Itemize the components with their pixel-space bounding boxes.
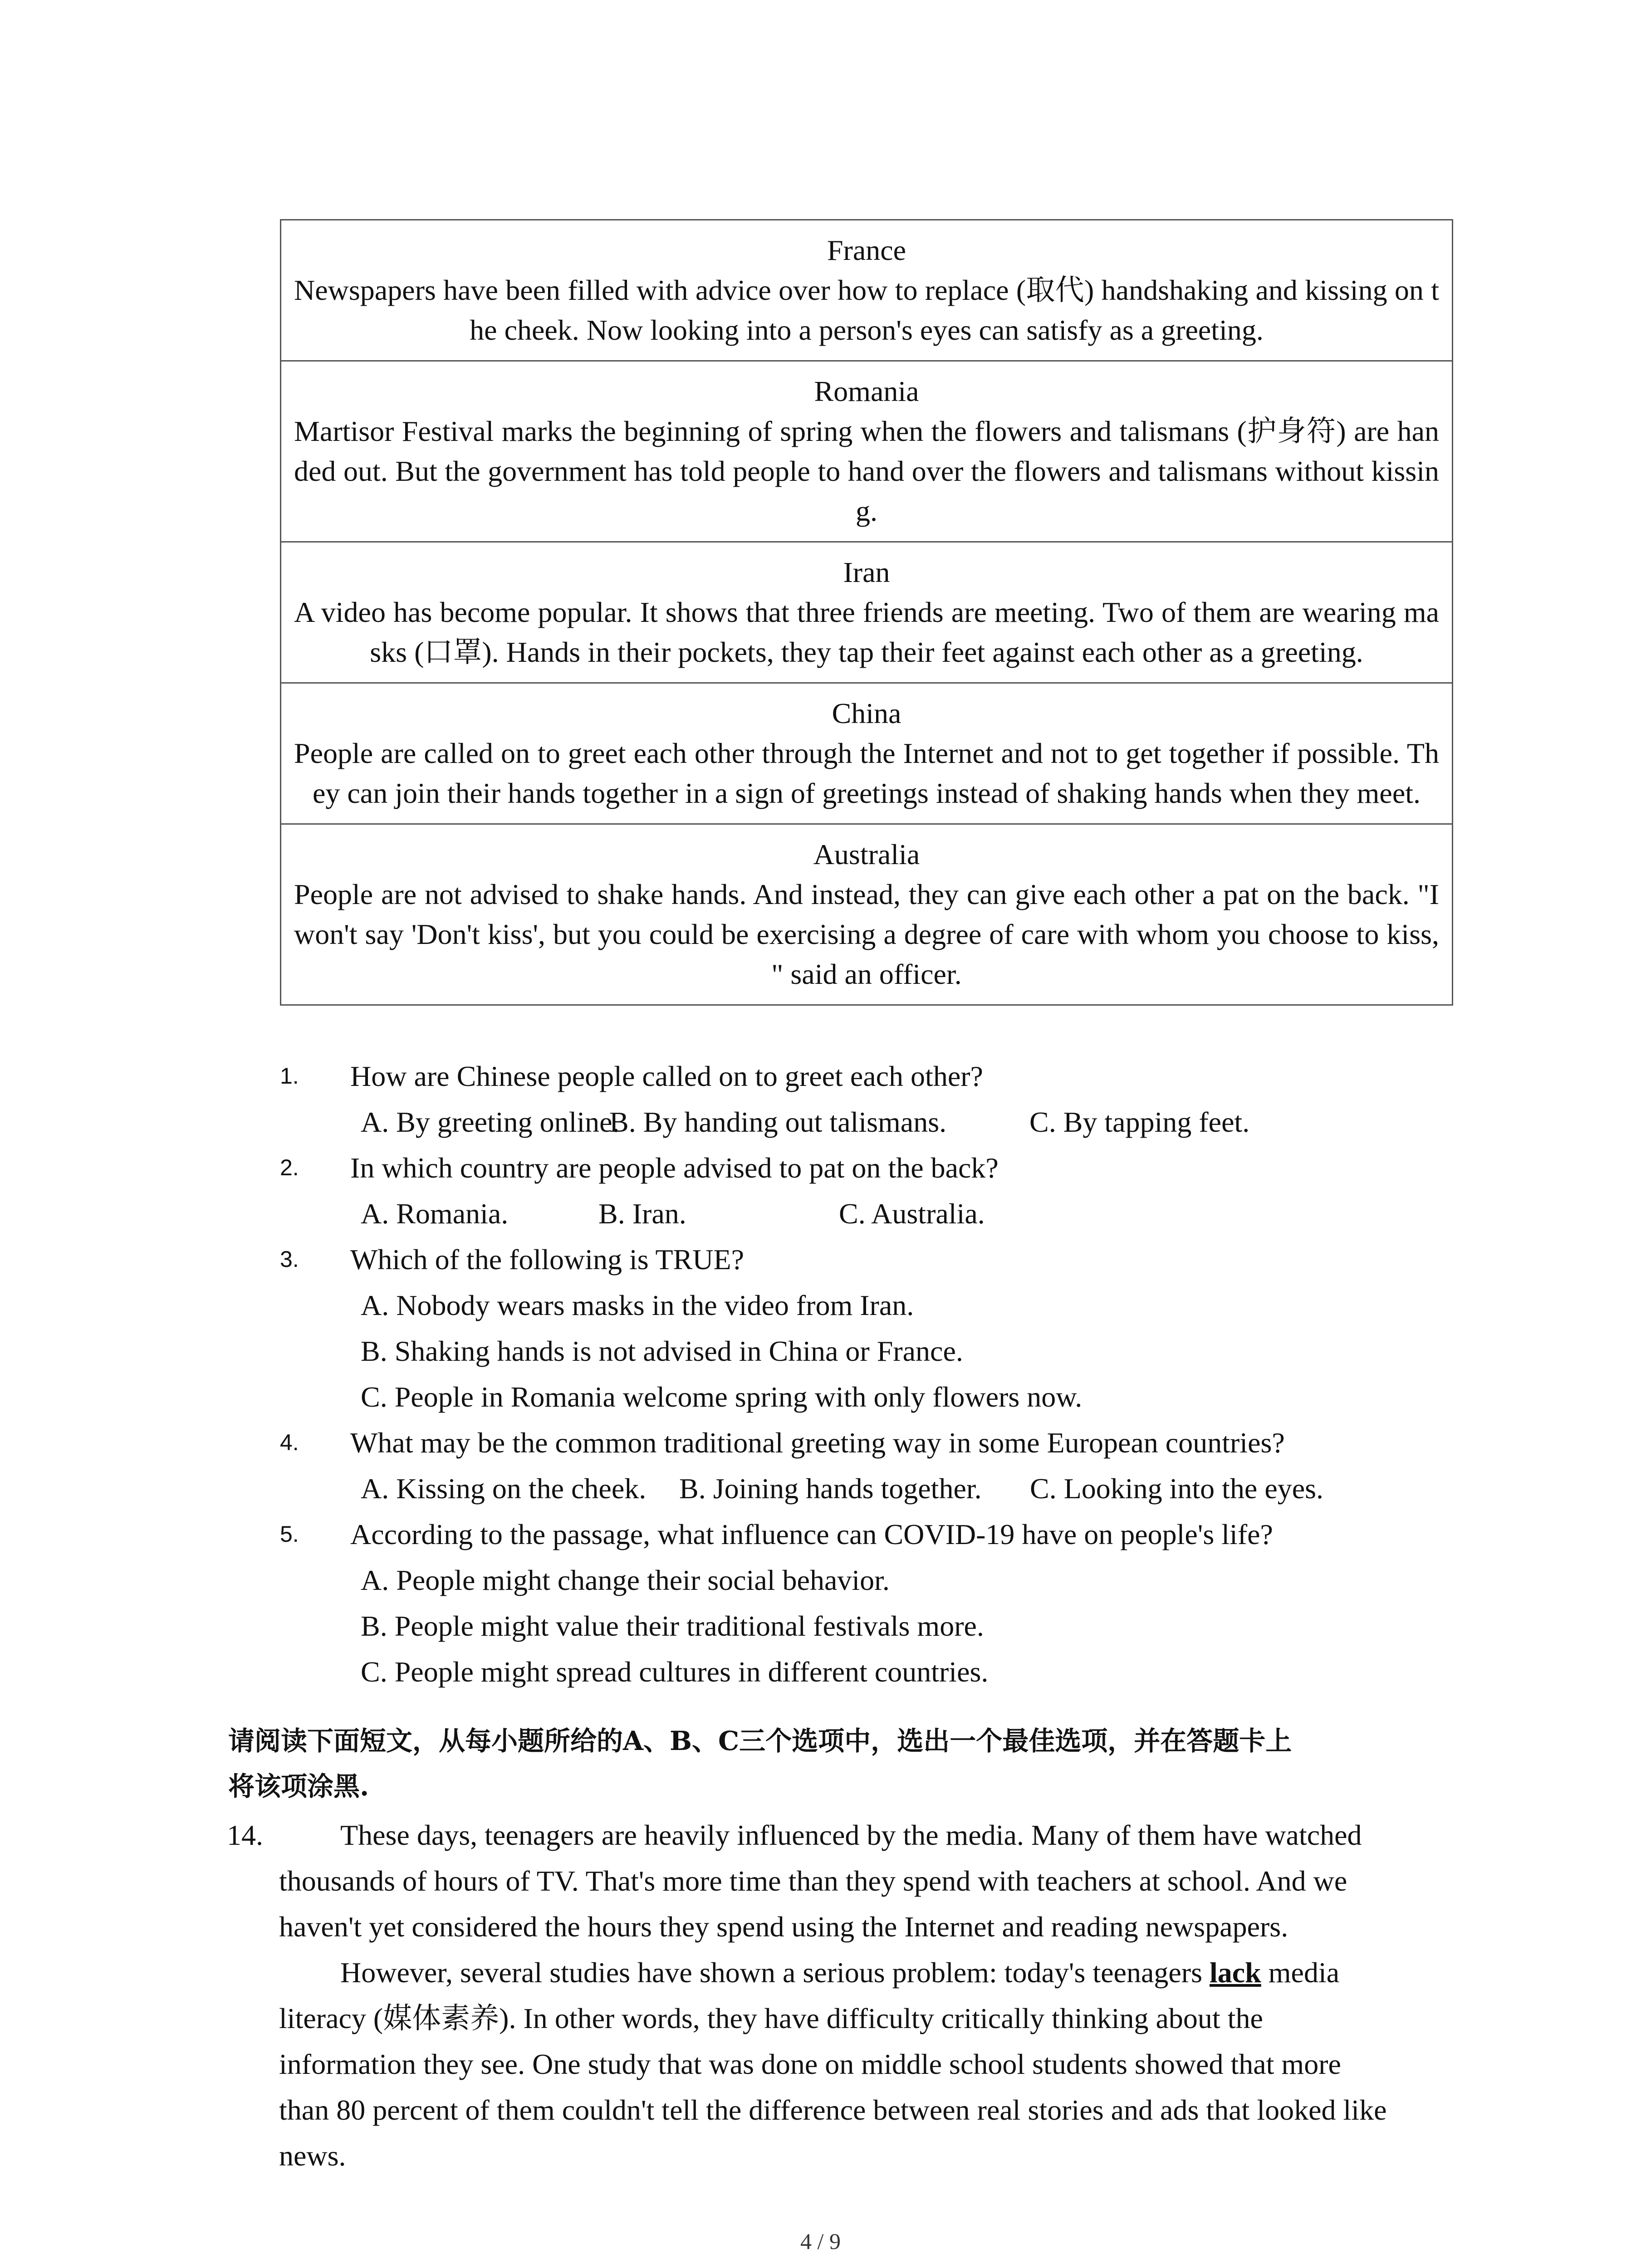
option-c: C. People might spread cultures in different countries. xyxy=(361,1656,989,1688)
passage-line xyxy=(227,2133,1461,2179)
option-row xyxy=(280,1466,1505,1511)
question-number: 4. xyxy=(280,1430,299,1455)
question-text: Which of the following is TRUE? xyxy=(350,1243,744,1276)
table-cell-iran xyxy=(281,543,1452,684)
option-b: B. Shaking hands is not advised in China or France. xyxy=(361,1335,963,1367)
option-c: C. Looking into the eyes. xyxy=(1030,1472,1324,1505)
table-cell-romania xyxy=(281,362,1452,543)
passage-text: information they see. One study that was done on middle school students showed that more xyxy=(279,2048,1341,2080)
country-name: Romania xyxy=(814,375,919,407)
option-a: A. Kissing on the cheek. xyxy=(361,1472,647,1505)
question-list xyxy=(280,1053,1505,1695)
passage-text-segment: media xyxy=(1261,1956,1340,1989)
option-row xyxy=(280,1328,1505,1374)
table-cell-china xyxy=(281,684,1452,825)
option-a: A. Nobody wears masks in the video from Iran. xyxy=(361,1289,914,1321)
country-greetings-table xyxy=(280,219,1453,1006)
option-row xyxy=(280,1099,1505,1145)
option-b: B. Iran. xyxy=(598,1198,686,1230)
question-text: In which country are people advised to pat on the back? xyxy=(350,1152,999,1184)
country-name: China xyxy=(832,697,901,729)
passage-line xyxy=(227,2087,1461,2133)
option-row xyxy=(280,1649,1505,1695)
question-text: According to the passage, what influence can COVID-19 have on people's life? xyxy=(350,1518,1273,1550)
section-instruction xyxy=(228,1718,1462,1809)
question xyxy=(280,1511,1505,1557)
question-number: 3. xyxy=(280,1246,299,1272)
passage-text: literacy (媒体素养). In other words, they have difficulty critically thinking about the xyxy=(279,2002,1263,2034)
question xyxy=(280,1420,1505,1466)
question-text: What may be the common traditional greeting way in some European countries? xyxy=(350,1427,1285,1459)
passage-text: These days, teenagers are heavily influenced by the media. Many of them have watched xyxy=(340,1819,1362,1851)
country-description: A video has become popular. It shows that three friends are meeting. Two of them are wearing masks (口罩). Hands in their pockets, they tap their feet against each other as a greeting. xyxy=(294,596,1439,668)
passage-line xyxy=(227,1858,1461,1904)
option-row xyxy=(280,1282,1505,1328)
option-c: C. Australia. xyxy=(839,1198,985,1230)
passage-line xyxy=(227,1904,1461,1950)
option-row xyxy=(280,1191,1505,1237)
table-cell-australia xyxy=(281,825,1452,1004)
passage-text: news. xyxy=(279,2140,346,2172)
country-description: People are not advised to shake hands. And instead, they can give each other a pat on the back. "I won't say 'Don't kiss', but you could be exercising a degree of care with whom you choose to kiss, " said an officer. xyxy=(294,878,1439,990)
passage-text-segment: However, several studies have shown a serious problem: today's teenagers xyxy=(340,1956,1210,1989)
keyword-lack: lack xyxy=(1209,1956,1261,1989)
country-name: France xyxy=(827,234,906,266)
table-cell-france xyxy=(281,220,1452,362)
option-b: B. People might value their traditional festivals more. xyxy=(361,1610,984,1642)
option-a: A. Romania. xyxy=(361,1198,509,1230)
option-row xyxy=(280,1557,1505,1603)
option-row xyxy=(280,1603,1505,1649)
passage-line xyxy=(227,2041,1461,2087)
option-row xyxy=(280,1374,1505,1420)
passage-text: thousands of hours of TV. That's more time than they spend with teachers at school. And we xyxy=(279,1865,1347,1897)
question-number: 5. xyxy=(280,1521,299,1547)
country-description: Martisor Festival marks the beginning of spring when the flowers and talismans (护身符) are handed out. But the government has told people to hand over the flowers and talismans without kissing. xyxy=(294,415,1439,527)
country-name: Iran xyxy=(843,556,890,588)
option-c: C. By tapping feet. xyxy=(1029,1106,1250,1138)
country-description: Newspapers have been filled with advice over how to replace (取代) handshaking and kissing on the cheek. Now looking into a person's eyes can satisfy as a greeting. xyxy=(294,274,1439,346)
passage-text: than 80 percent of them couldn't tell the difference between real stories and ads that looked like xyxy=(279,2094,1387,2126)
passage-text: haven't yet considered the hours they spend using the Internet and reading newspapers. xyxy=(279,1911,1288,1943)
question xyxy=(280,1053,1505,1099)
question-text: How are Chinese people called on to greet each other? xyxy=(350,1060,983,1092)
instruction-line: 将该项涂黑. xyxy=(228,1771,369,1802)
passage-line xyxy=(227,1812,1461,1858)
instruction-line: 请阅读下面短文，从每小题所给的A、B、C三个选项中，选出一个最佳选项，并在答题卡上 xyxy=(228,1725,1292,1756)
passage-line xyxy=(227,1950,1461,1995)
option-a: A. People might change their social behavior. xyxy=(361,1564,890,1596)
reading-passage xyxy=(227,1812,1461,2179)
country-name: Australia xyxy=(813,838,920,870)
country-description: People are called on to greet each other through the Internet and not to get together if possible. They can join their hands together in a sign of greetings instead of shaking hands when they meet. xyxy=(294,737,1439,809)
question xyxy=(280,1145,1505,1191)
passage-text xyxy=(340,1950,1339,1995)
passage-line xyxy=(227,1995,1461,2041)
option-c: C. People in Romania welcome spring with only flowers now. xyxy=(361,1381,1083,1413)
question-number: 1. xyxy=(280,1063,299,1089)
page-number: 4 / 9 xyxy=(800,2229,841,2254)
question-number: 2. xyxy=(280,1155,299,1180)
passage-number: 14. xyxy=(227,1819,263,1851)
option-b: B. Joining hands together. xyxy=(679,1472,982,1505)
option-b: B. By handing out talismans. xyxy=(609,1106,947,1138)
option-a: A. By greeting online. xyxy=(361,1106,620,1138)
question xyxy=(280,1237,1505,1282)
